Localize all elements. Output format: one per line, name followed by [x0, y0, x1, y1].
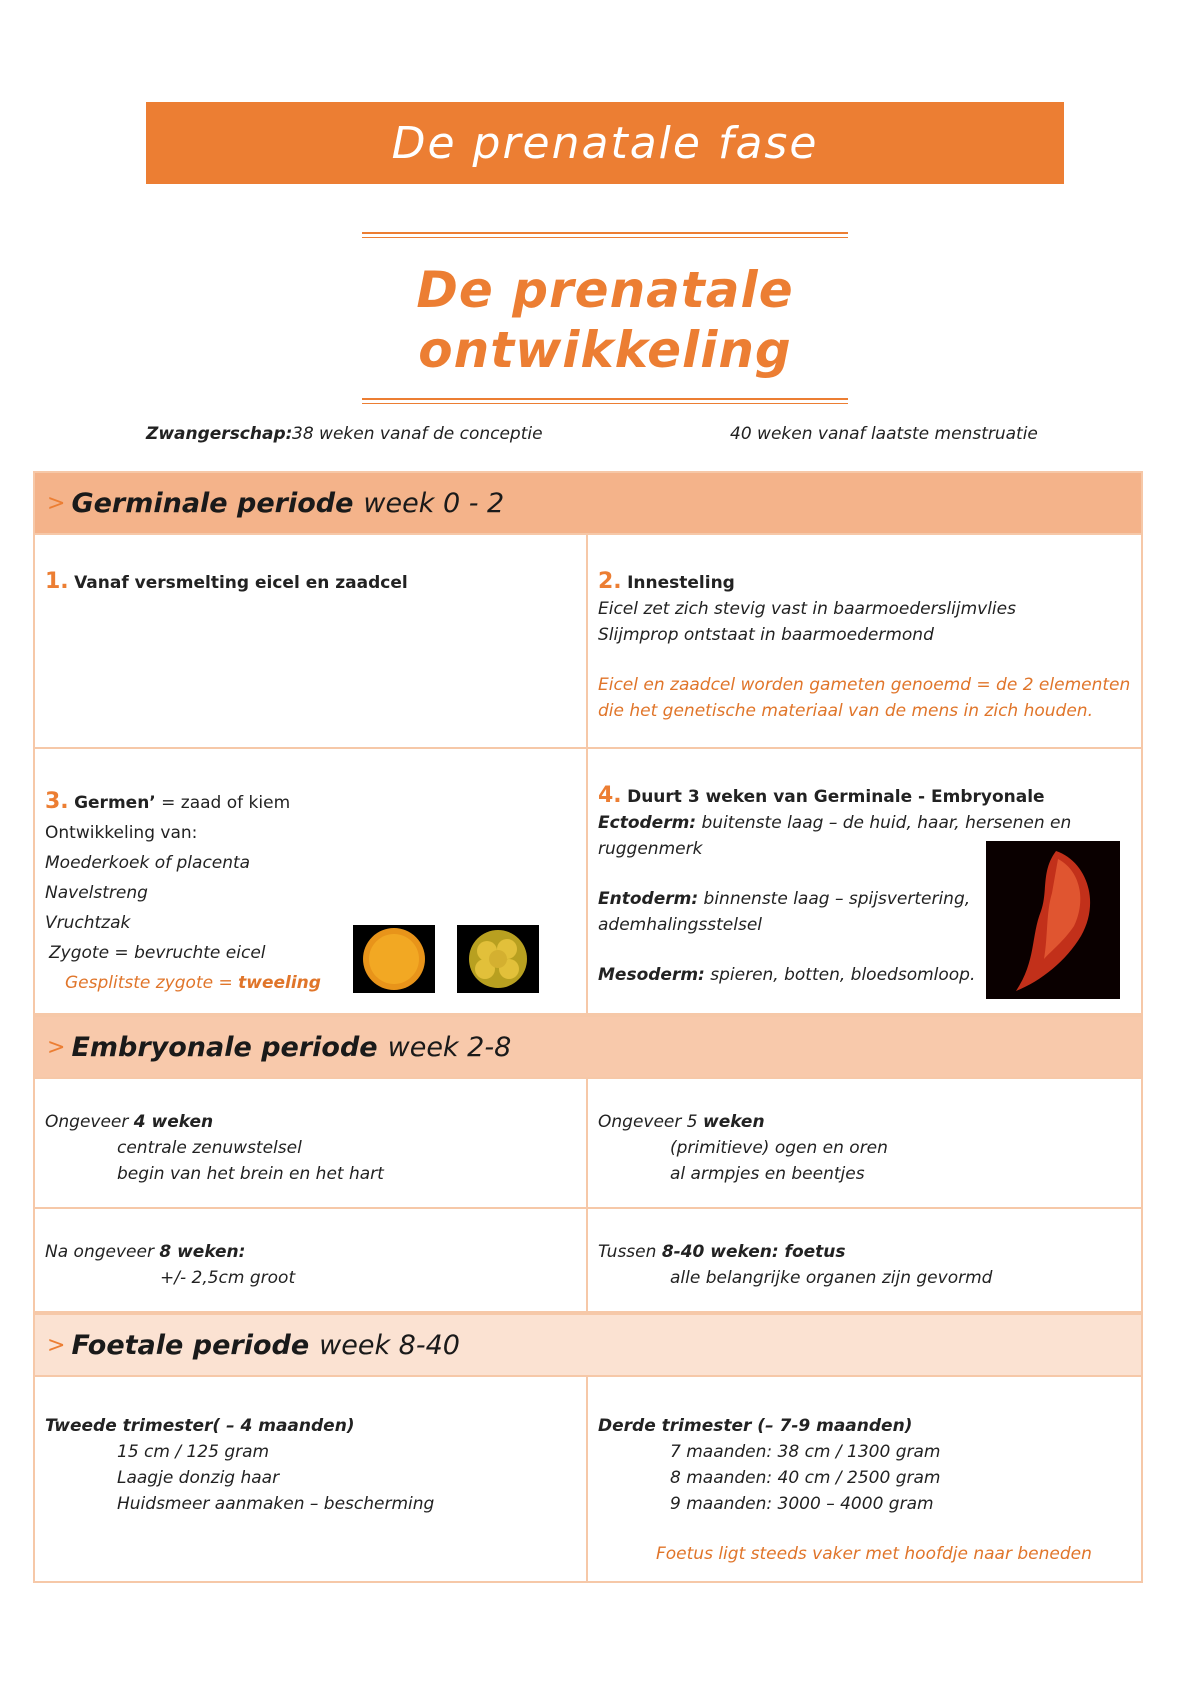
section-embryonal: [33, 1015, 1143, 1079]
text-line: Huidsmeer aanmaken – bescherming: [117, 1494, 435, 1514]
note-line: die het genetische materiaal van de mens in zich houden.: [598, 701, 1093, 721]
cell-embryonal-1: [33, 1079, 588, 1209]
section-name: Foetale periode: [71, 1329, 310, 1361]
text-line: Ontwikkeling van:: [45, 823, 198, 843]
layer-label: Ectoderm:: [598, 813, 697, 833]
text-line: al armpjes en beentjes: [670, 1164, 865, 1184]
item-number: 2.: [598, 569, 622, 594]
text-pre: Ongeveer: [45, 1112, 134, 1132]
pregnancy-label: Zwangerschap:: [146, 424, 293, 444]
embryo-image: [986, 841, 1120, 999]
text-line: 9 maanden: 3000 – 4000 gram: [670, 1494, 934, 1514]
layer-text: binnenste laag – spijsvertering,: [698, 889, 971, 909]
cell-germinal-1: [33, 535, 588, 749]
title-line1: De prenatale: [416, 261, 794, 319]
section-arrow: >: [47, 1332, 66, 1358]
table-row: [33, 1079, 1143, 1209]
text-line: Moederkoek of placenta: [45, 853, 251, 873]
text-line: alle belangrijke organen zijn gevormd: [670, 1268, 993, 1288]
split-zygote-image: [457, 925, 539, 993]
trimester-title: Derde trimester (– 7-9 maanden): [598, 1416, 913, 1436]
cell-germinal-2: [588, 535, 1143, 749]
layer-text: spieren, botten, bloedsomloop.: [704, 965, 976, 985]
section-name: Embryonale periode: [71, 1031, 378, 1063]
text-pre: Tussen: [598, 1242, 662, 1262]
section-range: week 8-40: [319, 1329, 460, 1361]
section-arrow: >: [47, 1034, 66, 1060]
trimester-title: Tweede trimester( – 4 maanden): [45, 1416, 355, 1436]
text-line: +/- 2,5cm groot: [160, 1268, 296, 1288]
item-title: Germen’: [74, 793, 156, 813]
item-title-rest: = zaad of kiem: [155, 793, 291, 813]
top-rule: [362, 232, 848, 234]
text-bold: 8-40 weken: foetus: [661, 1242, 846, 1262]
banner-title: De prenatale fase: [146, 102, 1064, 184]
text-line: Navelstreng: [45, 883, 148, 903]
note-line: Foetus ligt steeds vaker met hoofdje naar beneden: [656, 1544, 1092, 1564]
item-title: Innesteling: [627, 573, 735, 593]
cell-germinal-4: [588, 749, 1143, 1015]
item-number: 3.: [45, 789, 69, 814]
layer-text: ademhalingsstelsel: [598, 915, 763, 935]
note-line: Eicel en zaadcel worden gameten genoemd = de 2 elementen: [598, 675, 1131, 695]
text-line: centrale zenuwstelsel: [117, 1138, 302, 1158]
bottom-rule: [362, 398, 848, 400]
cell-embryonal-2: [588, 1079, 1143, 1209]
text-line: Laagje donzig haar: [117, 1468, 280, 1488]
cell-fetal-1: [33, 1377, 588, 1583]
section-range: week 2-8: [387, 1031, 512, 1063]
text-pre: Na ongeveer: [45, 1242, 160, 1262]
text-line: 8 maanden: 40 cm / 2500 gram: [670, 1468, 941, 1488]
text-bold: weken: [703, 1112, 765, 1132]
layer-label: Entoderm:: [598, 889, 699, 909]
note-bold: tweeling: [238, 973, 321, 993]
table-row: [33, 1209, 1143, 1313]
content-table: [33, 471, 1143, 1583]
section-range: week 0 - 2: [363, 487, 505, 519]
text-line: Zygote = bevruchte eicel: [49, 943, 266, 963]
cell-embryonal-3: [33, 1209, 588, 1313]
text-line: 7 maanden: 38 cm / 1300 gram: [670, 1442, 941, 1462]
section-arrow: >: [47, 490, 66, 516]
item-title: Duurt 3 weken van Germinale - Embryonale: [627, 787, 1045, 807]
table-row: [33, 1377, 1143, 1583]
section-fetal: [33, 1313, 1143, 1377]
table-row: [33, 535, 1143, 749]
text-line: Vruchtzak: [45, 913, 131, 933]
title-line2: ontwikkeling: [418, 321, 792, 379]
text-bold: 4 weken: [133, 1112, 214, 1132]
layer-label: Mesoderm:: [598, 965, 705, 985]
text-line: begin van het brein en het hart: [117, 1164, 384, 1184]
item-title: Vanaf versmelting eicel en zaadcel: [74, 573, 408, 593]
text-line: 15 cm / 125 gram: [117, 1442, 270, 1462]
pregnancy-left: 38 weken vanaf de conceptie: [292, 424, 543, 444]
text-line: Slijmprop ontstaat in baarmoedermond: [598, 625, 934, 645]
item-number: 4.: [598, 783, 622, 808]
zygote-image: [353, 925, 435, 993]
cell-fetal-2: [588, 1377, 1143, 1583]
text-pre: Ongeveer 5: [598, 1112, 703, 1132]
section-name: Germinale periode: [71, 487, 354, 519]
text-line: (primitieve) ogen en oren: [670, 1138, 888, 1158]
table-row: [33, 749, 1143, 1015]
text-line: Eicel zet zich stevig vast in baarmoederslijmvlies: [598, 599, 1016, 619]
item-number: 1.: [45, 569, 69, 594]
text-bold: 8 weken:: [159, 1242, 246, 1262]
pregnancy-right: 40 weken vanaf laatste menstruatie: [730, 424, 1038, 444]
page-title: [300, 260, 910, 380]
cell-germinal-3: [33, 749, 588, 1015]
section-germinal: [33, 471, 1143, 535]
layer-text: ruggenmerk: [598, 839, 703, 859]
layer-text: buitenste laag – de huid, haar, hersenen en: [696, 813, 1072, 833]
cell-embryonal-4: [588, 1209, 1143, 1313]
note-line: Gesplitste zygote =: [65, 973, 239, 993]
